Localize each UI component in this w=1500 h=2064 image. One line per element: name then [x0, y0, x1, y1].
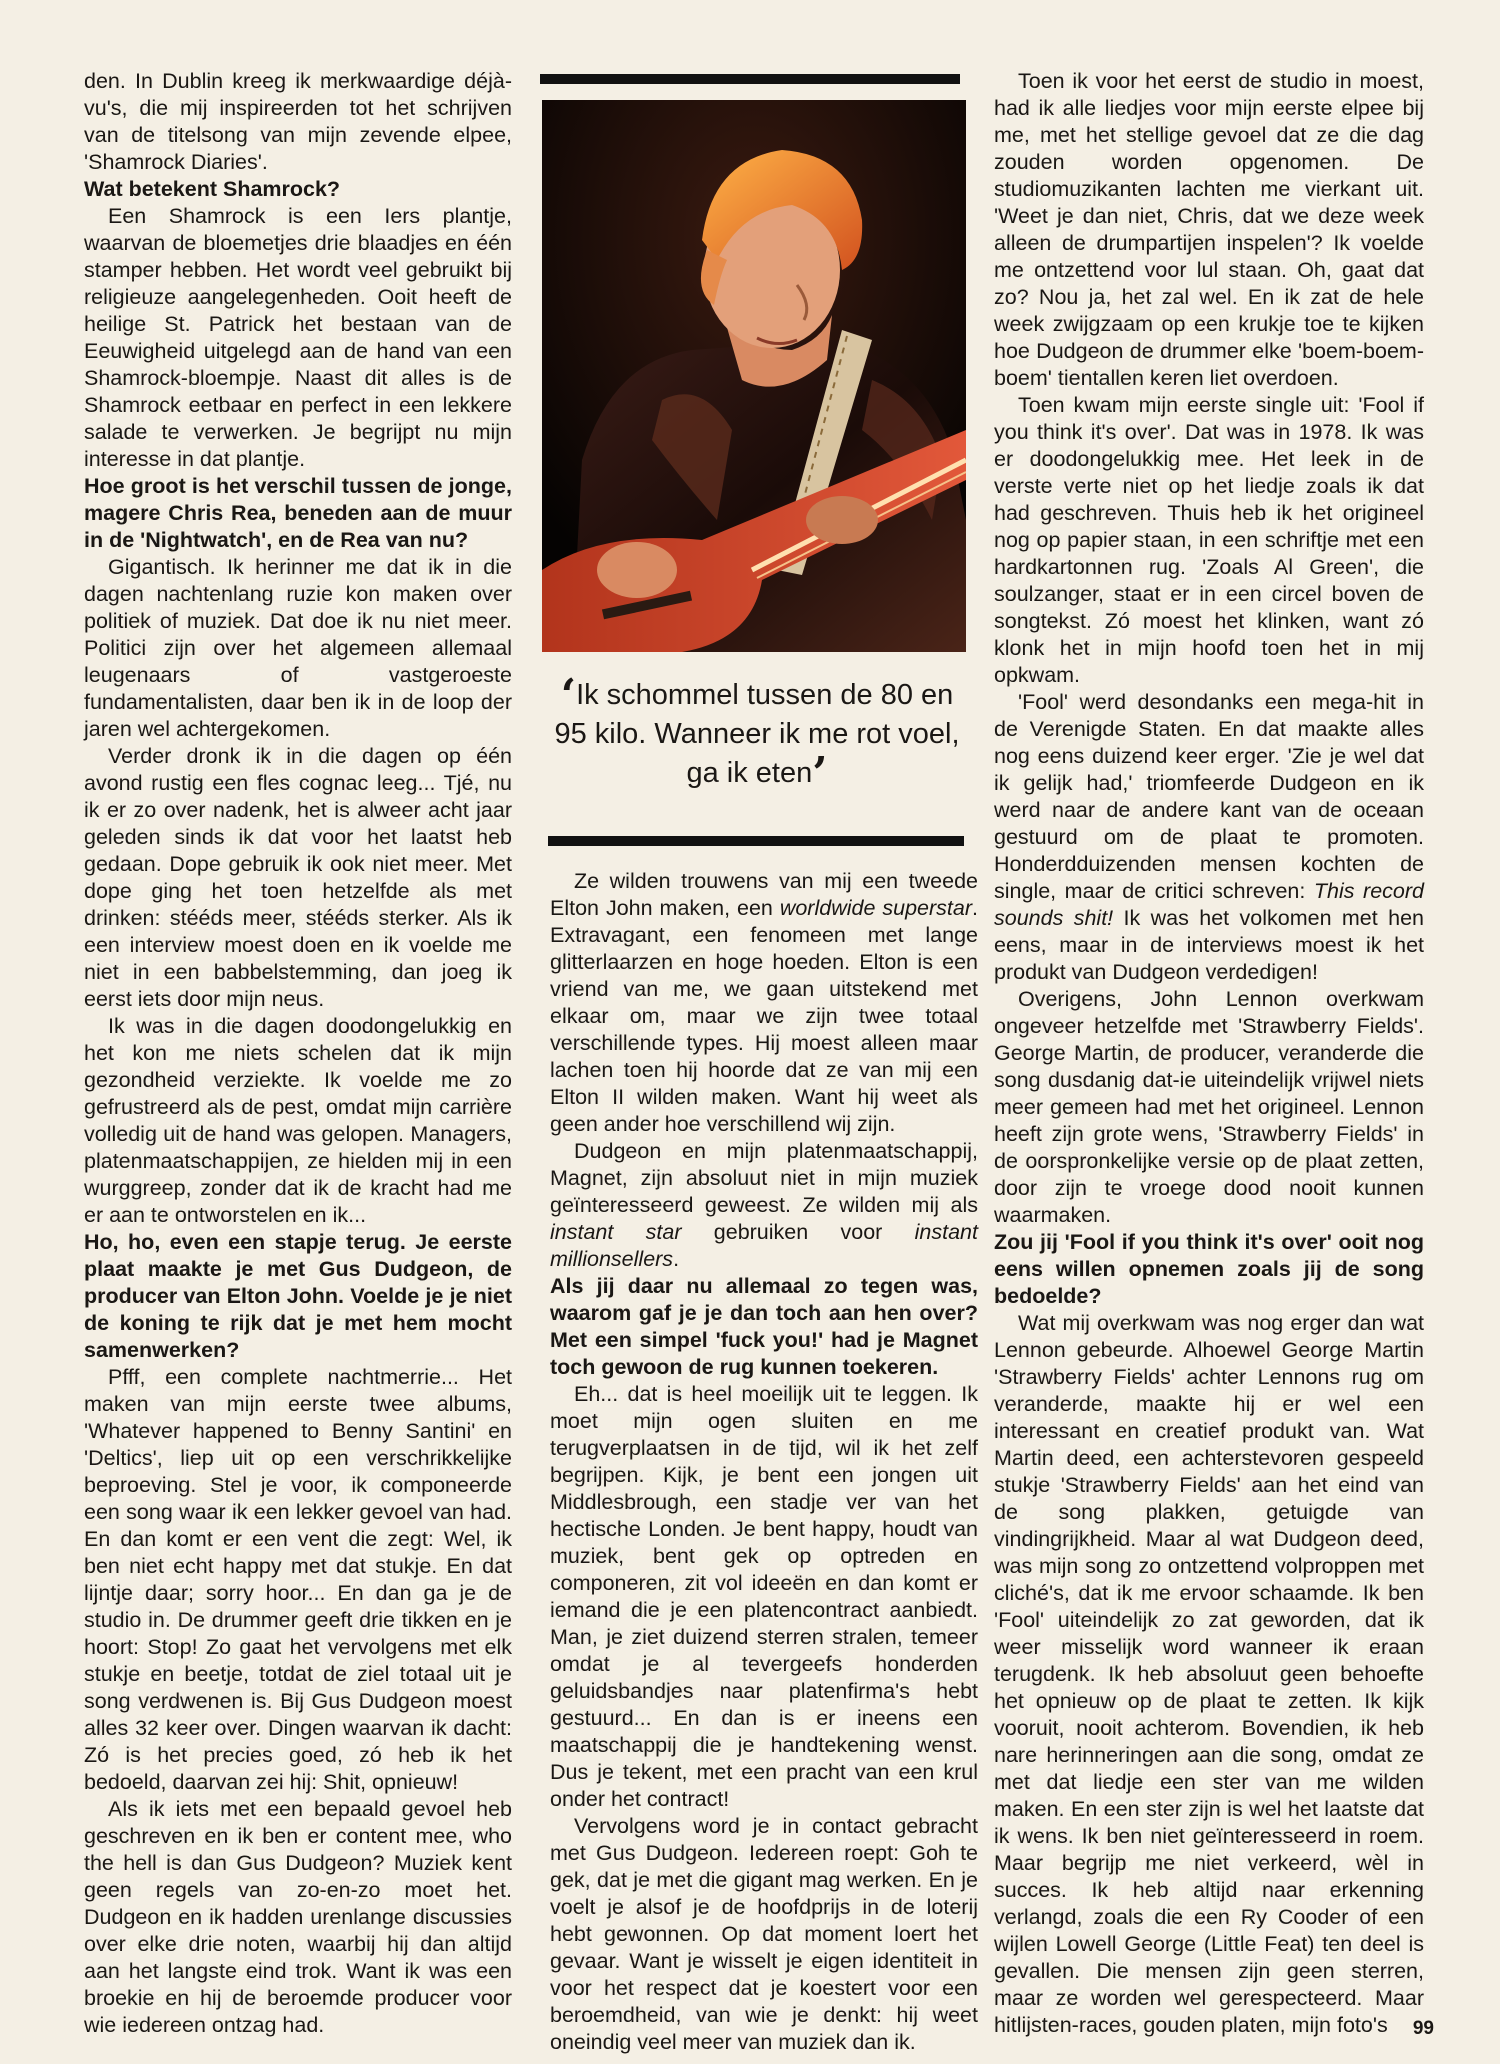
- body-paragraph: Gigantisch. Ik herinner me dat ik in die dagen nachtenlang ruzie kon maken over politiek of muziek. Dat doe ik nu niet meer. Politici zijn over het algemeen allemaal leugenaars of vastgeroeste fundamentalisten, daar ben ik in de loop der jaren wel achtergekomen.: [84, 555, 512, 741]
- text-run: Dudgeon en mijn platenmaatschappij, Magnet, zijn absoluut niet in mijn muziek geïnteresseerd geweest. Ze wilden mij als: [550, 1139, 978, 1217]
- italic-phrase: This record sounds shit!: [994, 879, 1424, 930]
- pull-quote: [548, 670, 966, 799]
- interview-question: Als jij daar nu allemaal zo tegen was, waarom gaf je je dan toch aan hen over? Met een simpel 'fuck you!' had je Magnet toch gewoon de rug kunnen toekeren.: [550, 1274, 978, 1379]
- top-rule: [540, 74, 960, 84]
- body-paragraph: Toen ik voor het eerst de studio in moest, had ik alle liedjes voor mijn eerste elpee bij me, met het stellige gevoel dat ze die dag zouden worden opgenomen. De studiomuzikanten lachten me vierkant uit. 'Weet je dan niet, Chris, dat we deze week alleen de drumpartijen inspelen'? Ik voelde me ontzettend voor lul staan. Oh, gaat dat zo? Nou ja, het zal wel. En ik zat de hele week zwijgzaam op een krukje toe te kijken hoe Dudgeon de drummer elke 'boem-boem-boem' tientallen keren liet overdoen.: [994, 69, 1424, 390]
- body-paragraph: Eh... dat is heel moeilijk uit te leggen. Ik moet mijn ogen sluiten en me terugverplaatsen in de tijd, wil ik het zelf begrijpen. Kijk, je bent een jongen uit Middlesbrough, een stadje ver van het hectische Londen. Je bent happy, houdt van muziek, bent gek op optreden en componeren, zit vol ideeën en dan komt er iemand die je een platencontract aanbiedt. Man, je ziet duizend sterren stralen, temeer omdat je al tevergeefs honderden geluidsbandjes naar platenfirma's hebt gestuurd... En dan is er ineens een maatschappij die je handtekening wenst. Dus je tekent, met een pracht van een krul onder het contract!: [550, 1382, 978, 1811]
- concert-photo: [542, 100, 966, 652]
- text-run: gebruiken voor: [681, 1220, 915, 1244]
- body-paragraph: Verder dronk ik in die dagen op één avond rustig een fles cognac leeg... Tjé, nu ik er zo over nadenk, het is alweer acht jaar geleden sinds ik dat voor het laatst heb gedaan. Dope gebruik ik ook niet meer. Met dope ging het toen hetzelfde als met drinken: stééds meer, stééds sterker. Als ik een interview moest doen en ik voelde me niet in een babbelstemming, dan joeg ik eerst iets door mijn neus.: [84, 744, 512, 1011]
- interview-question: Hoe groot is het verschil tussen de jonge, magere Chris Rea, beneden aan de muur in de 'Nightwatch', en de Rea van nu?: [84, 474, 512, 552]
- italic-phrase: worldwide superstar: [779, 896, 972, 920]
- body-paragraph: Wat mij overkwam was nog erger dan wat Lennon gebeurde. Alhoewel George Martin 'Strawberry Fields' achter Lennons rug om veranderde, maakte hij er wel een interessant en creatief produkt van. Wat Martin deed, een achterstevoren gespeeld stukje 'Strawberry Fields' aan het eind van de song plakken, getuigde van vindingrijkheid. Maar al wat Dudgeon deed, was mijn song zo ontzettend volproppen met cliché's, dat ik me ervoor schaamde. Ik ben 'Fool' uiteindelijk zo zat geworden, dat ik weer misselijk word wanneer ik eraan terugdenk. Ik heb absoluut geen behoefte het opnieuw op de plaat te zetten. Ik kijk vooruit, nooit achterom. Bovendien, ik heb nare herinneringen aan die song, omdat ze met dat liedje een ster van me wilden maken. En een ster zijn is wel het laatste dat ik wens. Ik ben niet geïnteresseerd in roem. Maar begrijp me niet verkeerd, wèl in succes. Ik heb altijd naar erkenning verlangd, zoals die een Ry Cooder of een wijlen Lowell George (Little Feat) ten deel is gevallen. Die mensen zijn geen sterren, maar ze worden wel gerespecteerd. Maar hitlijsten-races, gouden platen, mijn foto's: [994, 1311, 1424, 2037]
- text-run: .: [673, 1247, 680, 1271]
- close-quote-mark: ’: [812, 748, 828, 799]
- article-column-2: [550, 868, 978, 2056]
- body-paragraph: [550, 1138, 978, 1273]
- body-paragraph: [550, 868, 978, 1138]
- body-paragraph: Overigens, John Lennon overkwam ongeveer hetzelfde met 'Strawberry Fields'. George Martin, de producer, veranderde die song dusdanig dat-ie uiteindelijk vrijwel niets meer gemeen had met het origineel. Lennon heeft zijn grote wens, 'Strawberry Fields' in de oorspronkelijke versie op de plaat zetten, door zijn te vroege dood nooit kunnen waarmaken.: [994, 987, 1424, 1227]
- open-quote-mark: ‘: [560, 670, 577, 721]
- pull-quote-text: Ik schommel tussen de 80 en 95 kilo. Wanneer ik me rot voel, ga ik eten: [554, 679, 960, 789]
- text-run: . Extravagant, een fenomeen met lange glitterlaarzen en hoge hoeden. Elton is een vriend van me, we gaan uitstekend met elkaar om, maar we zijn twee totaal verschillende types. Hij moest alleen maar lachen toen hij hoorde dat ze van mij een Elton II wilden maken. Want hij weet als geen ander hoe verschillend wij zijn.: [550, 896, 978, 1136]
- interview-question: Ho, ho, even een stapje terug. Je eerste plaat maakte je met Gus Dudgeon, de producer van Elton John. Voelde je je niet de koning te rijk dat je met hem mocht samenwerken?: [84, 1230, 512, 1362]
- interview-question: Zou jij 'Fool if you think it's over' ooit nog eens willen opnemen zoals jij de song bedoelde?: [994, 1230, 1424, 1308]
- body-paragraph: den. In Dublin kreeg ik merkwaardige déjà-vu's, die mij inspireerden tot het schrijven van de titelsong van mijn zevende elpee, 'Shamrock Diaries'.: [84, 69, 512, 174]
- body-paragraph: [994, 689, 1424, 986]
- body-paragraph: Een Shamrock is een Iers plantje, waarvan de bloemetjes drie blaadjes en één stamper hebben. Het wordt veel gebruikt bij religieuze aangelegenheden. Ooit heeft de heilige St. Patrick het bestaan van de Eeuwigheid uitgelegd aan de hand van een Shamrock-bloempje. Naast dit alles is de Shamrock eetbaar en perfect in een lekkere salade te verwerken. Je begrijpt nu mijn interesse in dat plantje.: [84, 204, 512, 471]
- body-paragraph: Als ik iets met een bepaald gevoel heb geschreven en ik ben er content mee, who the hell is dan Gus Dudgeon? Muziek kent geen regels van zo-en-zo moet het. Dudgeon en ik hadden urenlange discussies over elke drie noten, waarbij hij dan altijd aan het langste eind trok. Want ik was een broekie en hij de beroemde producer voor wie iedereen ontzag had.: [84, 1797, 512, 2037]
- text-run: Ik was het volkomen met hen eens, maar in de interviews moest ik het produkt van Dudgeon verdedigen!: [994, 906, 1424, 984]
- interview-question: Wat betekent Shamrock?: [84, 177, 341, 201]
- italic-phrase: instant star: [550, 1220, 682, 1244]
- body-paragraph: Toen kwam mijn eerste single uit: 'Fool if you think it's over'. Dat was in 1978. Ik was er doodongelukkig mee. Het leek in de verste verte niet op het liedje zoals ik dat had geschreven. Thuis heb ik het origineel nog op papier staan, in een schriftje met een hardkartonnen rug. 'Zoals Al Green', die soulzanger, staat er in een circel boven de songtekst. Zó moest het klinken, want zó klonk het in mijn hoofd toen het in mij opkwam.: [994, 393, 1424, 687]
- text-run: Ze wilden trouwens van mij een tweede Elton John maken, een: [550, 869, 978, 920]
- pull-quote-rule: [548, 836, 964, 846]
- text-run: 'Fool' werd desondanks een mega-hit in de Verenigde Staten. En dat maakte alles nog eens duizend keer erger. 'Zie je wel dat ik gelijk had,' triomfeerde Dudgeon en ik werd naar de andere kant van de oceaan gestuurd om de plaat te promoten. Honderdduizenden mensen kochten de single, maar de critici schreven:: [994, 690, 1424, 903]
- page-number: 99: [1412, 2018, 1434, 2039]
- body-paragraph: Ik was in die dagen doodongelukkig en het kon me niets schelen dat ik mijn gezondheid verziekte. Ik voelde me zo gefrustreerd als de pest, omdat mijn carrière volledig uit de hand was gelopen. Managers, platenmaatschappijen, ze hielden mij in een wurggreep, zonder dat ik de kracht had me er aan te ontworstelen en ik...: [84, 1014, 512, 1227]
- body-paragraph: Vervolgens word je in contact gebracht met Gus Dudgeon. Iedereen roept: Goh te gek, dat je met die gigant mag werken. En je voelt je alsof je de hoofdprijs in de loterij hebt gewonnen. Op dat moment loert het gevaar. Want je wisselt je eigen identiteit in voor het respect dat je koestert voor een beroemdheid, van wie je denkt: hij weet oneindig veel meer van muziek dan ik.: [550, 1814, 978, 2054]
- body-paragraph: Pfff, een complete nachtmerrie... Het maken van mijn eerste twee albums, 'Whatever happened to Benny Santini' en 'Deltics', liep uit op een verschrikkelijke beproeving. Stel je voor, ik componeerde een song waar ik een lekker gevoel van had. En dan komt er een vent die zegt: Wel, ik ben niet echt happy met dat stukje. En dat lijntje daar; sorry hoor... En dan ga je de studio in. De drummer geeft drie tikken en je hoort: Stop! Zo gaat het vervolgens met elk stukje en beetje, totdat de ziel totaal uit je song verdwenen is. Bij Gus Dudgeon moest alles 32 keer over. Dingen waarvan ik dacht: Zó is het precies goed, zó heb ik het bedoeld, daarvan zei hij: Shit, opnieuw!: [84, 1365, 512, 1794]
- article-column-3: [994, 68, 1424, 2039]
- guitarist-illustration: [542, 100, 966, 652]
- article-column-1: [84, 68, 512, 2039]
- italic-phrase: instant millionsellers: [550, 1220, 978, 1271]
